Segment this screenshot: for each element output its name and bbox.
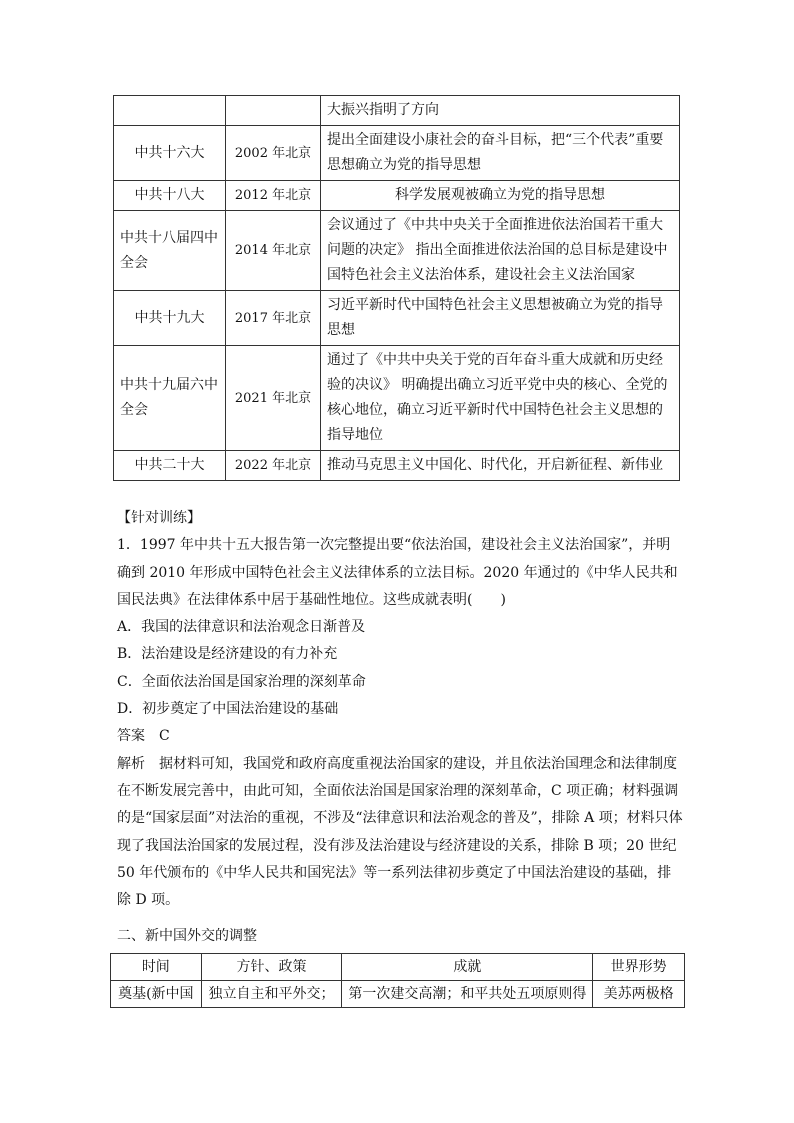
option-b: B．法治建设是经济建设的有力补充 [117,646,338,663]
table-cell: 奠基(新中国 [111,981,202,1008]
column-header: 时间 [111,954,202,981]
meeting-desc-cell: 科学发展观被确立为党的指导思想 [321,181,680,211]
practice-heading: 【针对训练】 [117,510,201,526]
question-stem: 1．1997 年中共十五大报告第一次完整提出要“依法治国，建设社会主义法治国家”，并明确到 2010 年形成中国特色社会主义法律体系的立法目标。2020 年通过的《中华人民共和国民法典》在法律体系中居于基础性地位。这些成就表明( ) [117,537,678,608]
column-header: 方针、政策 [201,954,342,981]
section-title: 二、新中国外交的调整 [117,928,257,944]
meeting-date-cell: 2022 年北京 [226,451,321,481]
table-cell: 独立自主和平外交； [201,981,342,1008]
meeting-date-cell: 2002 年北京 [226,126,321,181]
meeting-desc-cell: 习近平新时代中国特色社会主义思想被确立为党的指导思想 [321,291,680,346]
option-a: A．我国的法律意识和法治观念日渐普及 [117,619,366,636]
meeting-date-cell: 2012 年北京 [226,181,321,211]
meeting-name-cell: 中共十八大 [114,181,226,211]
meeting-name-cell: 中共十九届六中全会 [114,346,226,451]
column-header: 成就 [342,954,593,981]
meeting-date-cell [226,96,321,126]
meeting-name-cell [114,96,226,126]
meeting-name-cell: 中共十九大 [114,291,226,346]
table-row [114,181,680,211]
table-cell: 美苏两极格 [593,981,685,1008]
table-row [114,126,680,181]
meeting-desc-cell: 推动马克思主义中国化、时代化，开启新征程、新伟业 [321,451,680,481]
option-c: C．全面依法治国是国家治理的深刻革命 [117,673,366,690]
meeting-name-cell: 中共十八届四中全会 [114,211,226,291]
option-d: D．初步奠定了中国法治建设的基础 [117,701,339,718]
meeting-desc-cell: 通过了《中共中央关于党的百年奋斗重大成就和历史经验的决议》 明确提出确立习近平党中央的核心、全党的核心地位，确立习近平新时代中国特色社会主义思想的指导地位 [321,346,680,451]
meeting-desc-cell: 会议通过了《中共中央关于全面推进依法治国若干重大问题的决定》 指出全面推进依法治国的总目标是建设中国特色社会主义法治体系，建设社会主义法治国家 [321,211,680,291]
answer-line: 答案 C [117,728,170,745]
meeting-desc-cell: 提出全面建设小康社会的奋斗目标，把“三个代表”重要思想确立为党的指导思想 [321,126,680,181]
table-header-row [111,954,685,981]
table-row [114,451,680,481]
table-row [114,96,680,126]
table-row [114,346,680,451]
table-cell: 第一次建交高潮；和平共处五项原则得 [342,981,593,1008]
meeting-desc-cell: 大振兴指明了方向 [321,96,680,126]
analysis-text: 解析 据材料可知，我国党和政府高度重视法治国家的建设，并且依法治国理念和法律制度在不断发展完善中，由此可知，全面依法治国是国家治理的深刻革命，C 项正确；材料强调的是“国家层面”对法治的重视，不涉及“法律意识和法治观念的普及”，排除 A 项；材料只体现了我国法治国家的发展过程，没有涉及法治建设与经济建设的关系，排除 B 项；20 世纪 50 年代颁布的《中华人民共和国宪法》等一系列法律初步奠定了中国法治建设的基础，排除 D 项。 [117,755,683,909]
meeting-date-cell: 2017 年北京 [226,291,321,346]
column-header: 世界形势 [593,954,685,981]
table-row [114,211,680,291]
meeting-name-cell: 中共十六大 [114,126,226,181]
meeting-date-cell: 2021 年北京 [226,346,321,451]
diplomacy-table [110,953,685,1008]
party-meetings-table [113,95,680,481]
table-row [114,291,680,346]
table-row [111,981,685,1008]
meeting-name-cell: 中共二十大 [114,451,226,481]
meeting-date-cell: 2014 年北京 [226,211,321,291]
practice-section [117,505,683,914]
